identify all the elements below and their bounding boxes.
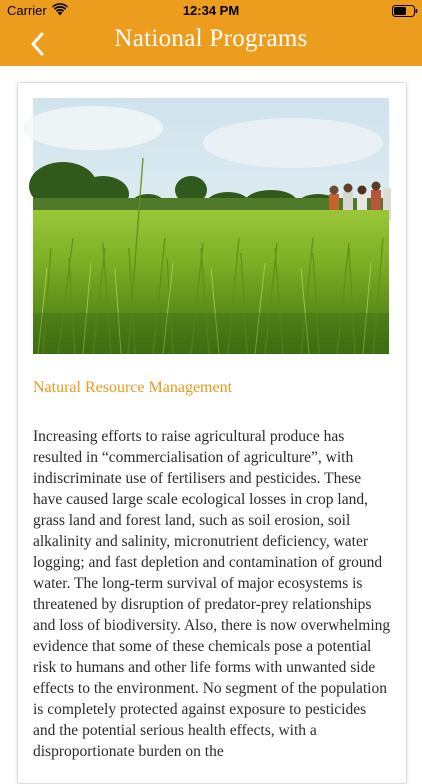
page-title: National Programs	[114, 25, 308, 52]
rice-paddy-field-photo	[33, 98, 389, 354]
back-button[interactable]	[22, 28, 54, 60]
navigation-bar	[0, 22, 422, 66]
program-card	[17, 82, 407, 784]
chevron-left-icon	[33, 34, 42, 54]
status-time: 12:34 PM	[182, 3, 240, 18]
scroll-content[interactable]	[0, 66, 422, 760]
carrier-label: Carrier	[7, 3, 47, 18]
section-title: Natural Resource Management	[33, 379, 233, 396]
header	[0, 0, 422, 66]
battery-icon	[392, 5, 418, 17]
status-bar	[0, 0, 422, 22]
article-body: Increasing efforts to raise agricultural produce has resulted in “commercialisation of agriculture”, with indiscriminate use of fertilisers and pesticides. These have caused large scale ecological losses in crop land, grass land and forest land, such as soil erosion, soil alkalinity and salinity, micronutrient deficiency, water logging; and fast depletion and contamination of ground water. The long-term survival of major ecosystems is threatened by disruption of predator-prey relationships and loss of biodiversity. Also, there is now overwhelming evidence that some of these chemicals pose a potential risk to humans and other life forms with unwanted side effects to the environment. No segment of the population is completely protected against exposure to pesticides and the potential serious health effects, with a disproportionate burden on the	[33, 428, 391, 760]
